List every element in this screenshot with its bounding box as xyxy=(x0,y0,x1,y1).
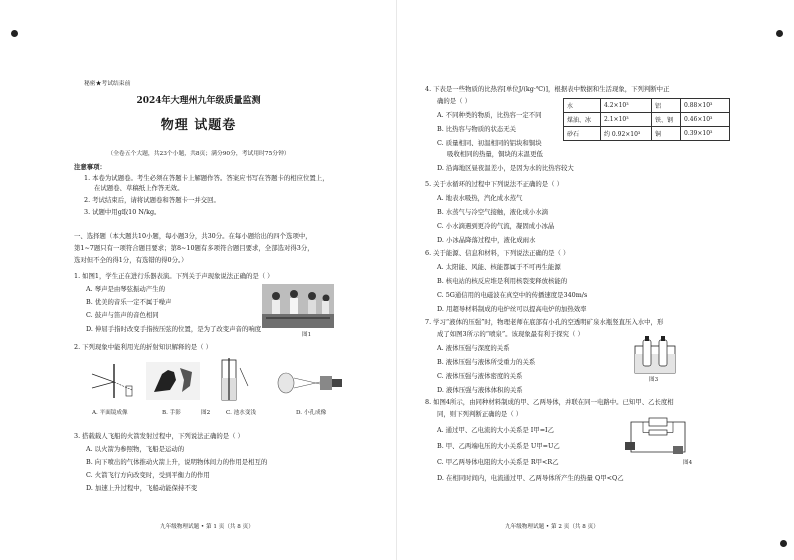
note-line: 在试题卷、草稿纸上作答无效。 xyxy=(94,184,184,192)
q7-option: B. 液体压强与液体所受重力的关系 xyxy=(437,358,536,366)
q8-option: A. 通过甲、乙电流的大小关系是 I甲=I乙 xyxy=(437,426,554,434)
q1-option: D. 伸屈手指时改变手指按压弦的位置，是为了改变声音的响度 xyxy=(86,325,262,333)
table-cell: 铁、钢 xyxy=(652,113,681,127)
q3-option: B. 向下喷出的气体推动火箭上升，说明物体间力的作用是相互的 xyxy=(86,458,268,466)
table-cell: 约 0.92×10³ xyxy=(601,127,652,141)
fig2-label-d: D. 小孔成像 xyxy=(296,410,327,416)
table-cell: 4.2×10³ xyxy=(601,99,652,113)
fig2-label-b: B. 手影 xyxy=(162,410,181,416)
music-performance-photo xyxy=(262,284,334,328)
pinhole-camera-figure xyxy=(274,368,346,398)
q3-option: A. 以火箭为参照物，飞船是运动的 xyxy=(86,445,185,453)
section-line: 一、选择题（本大题共10小题，每小题3分，共30分。在每小题给出的四个选项中， xyxy=(74,232,312,240)
hand-shadow-figure xyxy=(146,362,200,400)
secret-mark: 秘密★考试结束前 xyxy=(84,81,131,87)
q4-option: A. 不同种类的物质，比热容一定不同 xyxy=(437,111,542,119)
q7-option: D. 液体压强与液体体积的关系 xyxy=(437,386,523,394)
table-cell: 铝 xyxy=(652,99,681,113)
q7-stem: 7. 学习“液体的压强”时，物理老师在底部有小孔的空透明矿泉水瓶竖直压入水中，形 xyxy=(425,318,664,326)
section-line: 选对但不全的得1分，有选错的得0分。） xyxy=(74,256,188,264)
exam-scope: （全卷五个大题，共23个小题，共8页；满分90分，考试用时75分钟） xyxy=(107,151,290,157)
q2-stem: 2. 下列现象中能利用光的折射知识解释的是（ ） xyxy=(74,343,212,351)
table-cell: 煤油、冰 xyxy=(564,113,601,127)
page-footer: 九年级物理试题 • 第 1 页（共 8 页） xyxy=(160,524,254,530)
fig3-caption: 图3 xyxy=(649,377,659,383)
fig2-label-a: A. 平面镜成像 xyxy=(92,410,128,416)
table-row xyxy=(564,127,730,141)
q5-option: C. 小水滴遇到更冷的气流，凝固成小冰晶 xyxy=(437,222,555,230)
q3-option: D. 加速上升过程中，飞船动能保持不变 xyxy=(86,484,198,492)
q3-option: C. 火箭飞行方向改变时，受到平衡力的作用 xyxy=(86,471,210,479)
q4-option: D. 沿海地区昼夜温差小，是因为水的比热容较大 xyxy=(437,164,574,172)
q3-stem: 3. 搭载载人飞船的火箭发射过程中，下列说法正确的是（ ） xyxy=(74,432,244,440)
section-line: 第1~7题只有一项符合题目要求；第8~10题有多项符合题目要求，全部选对得3分， xyxy=(74,244,314,252)
table-cell: 0.88×10³ xyxy=(681,99,730,113)
exam-title: 2024年大理州九年级质量监测 xyxy=(136,96,261,106)
table-cell: 2.1×10³ xyxy=(601,113,652,127)
q6-option: C. 5G通信用的电磁波在真空中的传播速度是340m/s xyxy=(437,291,588,299)
q6-option: D. 用超导材料制成的电炉丝可以提高电炉的加热效率 xyxy=(437,305,587,313)
q4-option: 吸收相同的热量，铜块的末温更低 xyxy=(447,150,543,158)
parallel-circuit-figure xyxy=(623,412,693,458)
pool-water-figure xyxy=(212,356,252,402)
q5-stem: 5. 关于水循环的过程中下列说法不正确的是（ ） xyxy=(425,180,563,188)
page-footer: 九年级物理试题 • 第 2 页（共 8 页） xyxy=(505,524,599,530)
q7-stem-2: 成了如图3所示的“喷泉”。该现象最有利于探究（ ） xyxy=(437,330,584,338)
q6-option: B. 核电站的核反应堆是利用核裂变释放核能的 xyxy=(437,277,568,285)
q1-option: B. 优美的音乐一定不属于噪声 xyxy=(86,298,172,306)
fig1-caption: 图1 xyxy=(302,332,312,338)
table-row xyxy=(564,113,730,127)
q5-option: A. 地表水吸热，汽化成水蒸气 xyxy=(437,194,523,202)
q6-stem: 6. 关于能源、信息和材料，下列说法正确的是（ ） xyxy=(425,249,570,257)
exam-subject: 物理 试题卷 xyxy=(160,118,237,133)
q8-stem-2: 同，则下列判断正确的是（ ） xyxy=(437,410,523,418)
note-line: 1. 本卷为试题卷。考生必须在答题卡上解题作答。答案应书写在答题卡的相应位置上， xyxy=(84,174,329,182)
q7-option: C. 液体压强与液体密度的关系 xyxy=(437,372,523,380)
table-cell: 铜 xyxy=(652,127,681,141)
q4-stem-2: 确的是（ ） xyxy=(437,97,471,105)
q1-option: A. 琴声是由琴弦振动产生的 xyxy=(86,285,165,293)
q5-option: B. 水蒸气与冷空气接触，液化成小水滴 xyxy=(437,208,549,216)
fig2-caption: 图2 xyxy=(201,410,211,416)
table-row xyxy=(564,99,730,113)
note-line: 2. 考试结束后，请将试题卷和答题卡一并交回。 xyxy=(84,196,220,204)
q5-option: D. 小冰晶降落过程中，液化成雨水 xyxy=(437,236,536,244)
fig4-caption: 图4 xyxy=(683,460,693,466)
note-line: 3. 试题中用g取10 N/kg。 xyxy=(84,208,161,216)
mirror-figure xyxy=(88,360,136,400)
table-cell: 砂石 xyxy=(564,127,601,141)
q7-option: A. 液体压强与深度的关系 xyxy=(437,344,510,352)
specific-heat-table xyxy=(563,98,730,141)
exam-page-2 xyxy=(397,0,794,560)
notes-heading: 注意事项： xyxy=(74,163,106,171)
q6-option: A. 太阳能、风能、核能都属于不可再生能源 xyxy=(437,263,561,271)
table-cell: 水 xyxy=(564,99,601,113)
bottle-fountain-figure xyxy=(633,334,677,374)
q4-option: B. 比热容与物质的状态无关 xyxy=(437,125,517,133)
table-cell: 0.39×10³ xyxy=(681,127,730,141)
q8-option: B. 甲、乙两端电压的大小关系是 U甲=U乙 xyxy=(437,442,560,450)
table-cell: 0.46×10³ xyxy=(681,113,730,127)
q8-option: C. 甲乙两导体电阻的大小关系是 R甲<R乙 xyxy=(437,458,559,466)
fig2-label-c: C. 池水变浅 xyxy=(226,410,257,416)
q4-stem: 4. 下表是一些物质的比热容[单位J/(kg·℃)]，根据表中数据和生活现象，下列判断中正 xyxy=(425,85,670,93)
q8-option: D. 在相同时间内，电流通过甲、乙两导体所产生的热量 Q甲<Q乙 xyxy=(437,474,624,482)
q4-option: C. 质量相同、初温相同的铝块和铜块 xyxy=(437,139,542,147)
q8-stem: 8. 如图4所示，由同种材料制成的甲、乙两导体，并联在同一电路中。已知甲、乙长度相 xyxy=(425,398,674,406)
q1-option: C. 鼓声与笛声的音色相同 xyxy=(86,311,159,319)
q1-stem: 1. 如图1，学生正在进行乐器表演。下列关于声现象说法正确的是（ ） xyxy=(74,272,274,280)
